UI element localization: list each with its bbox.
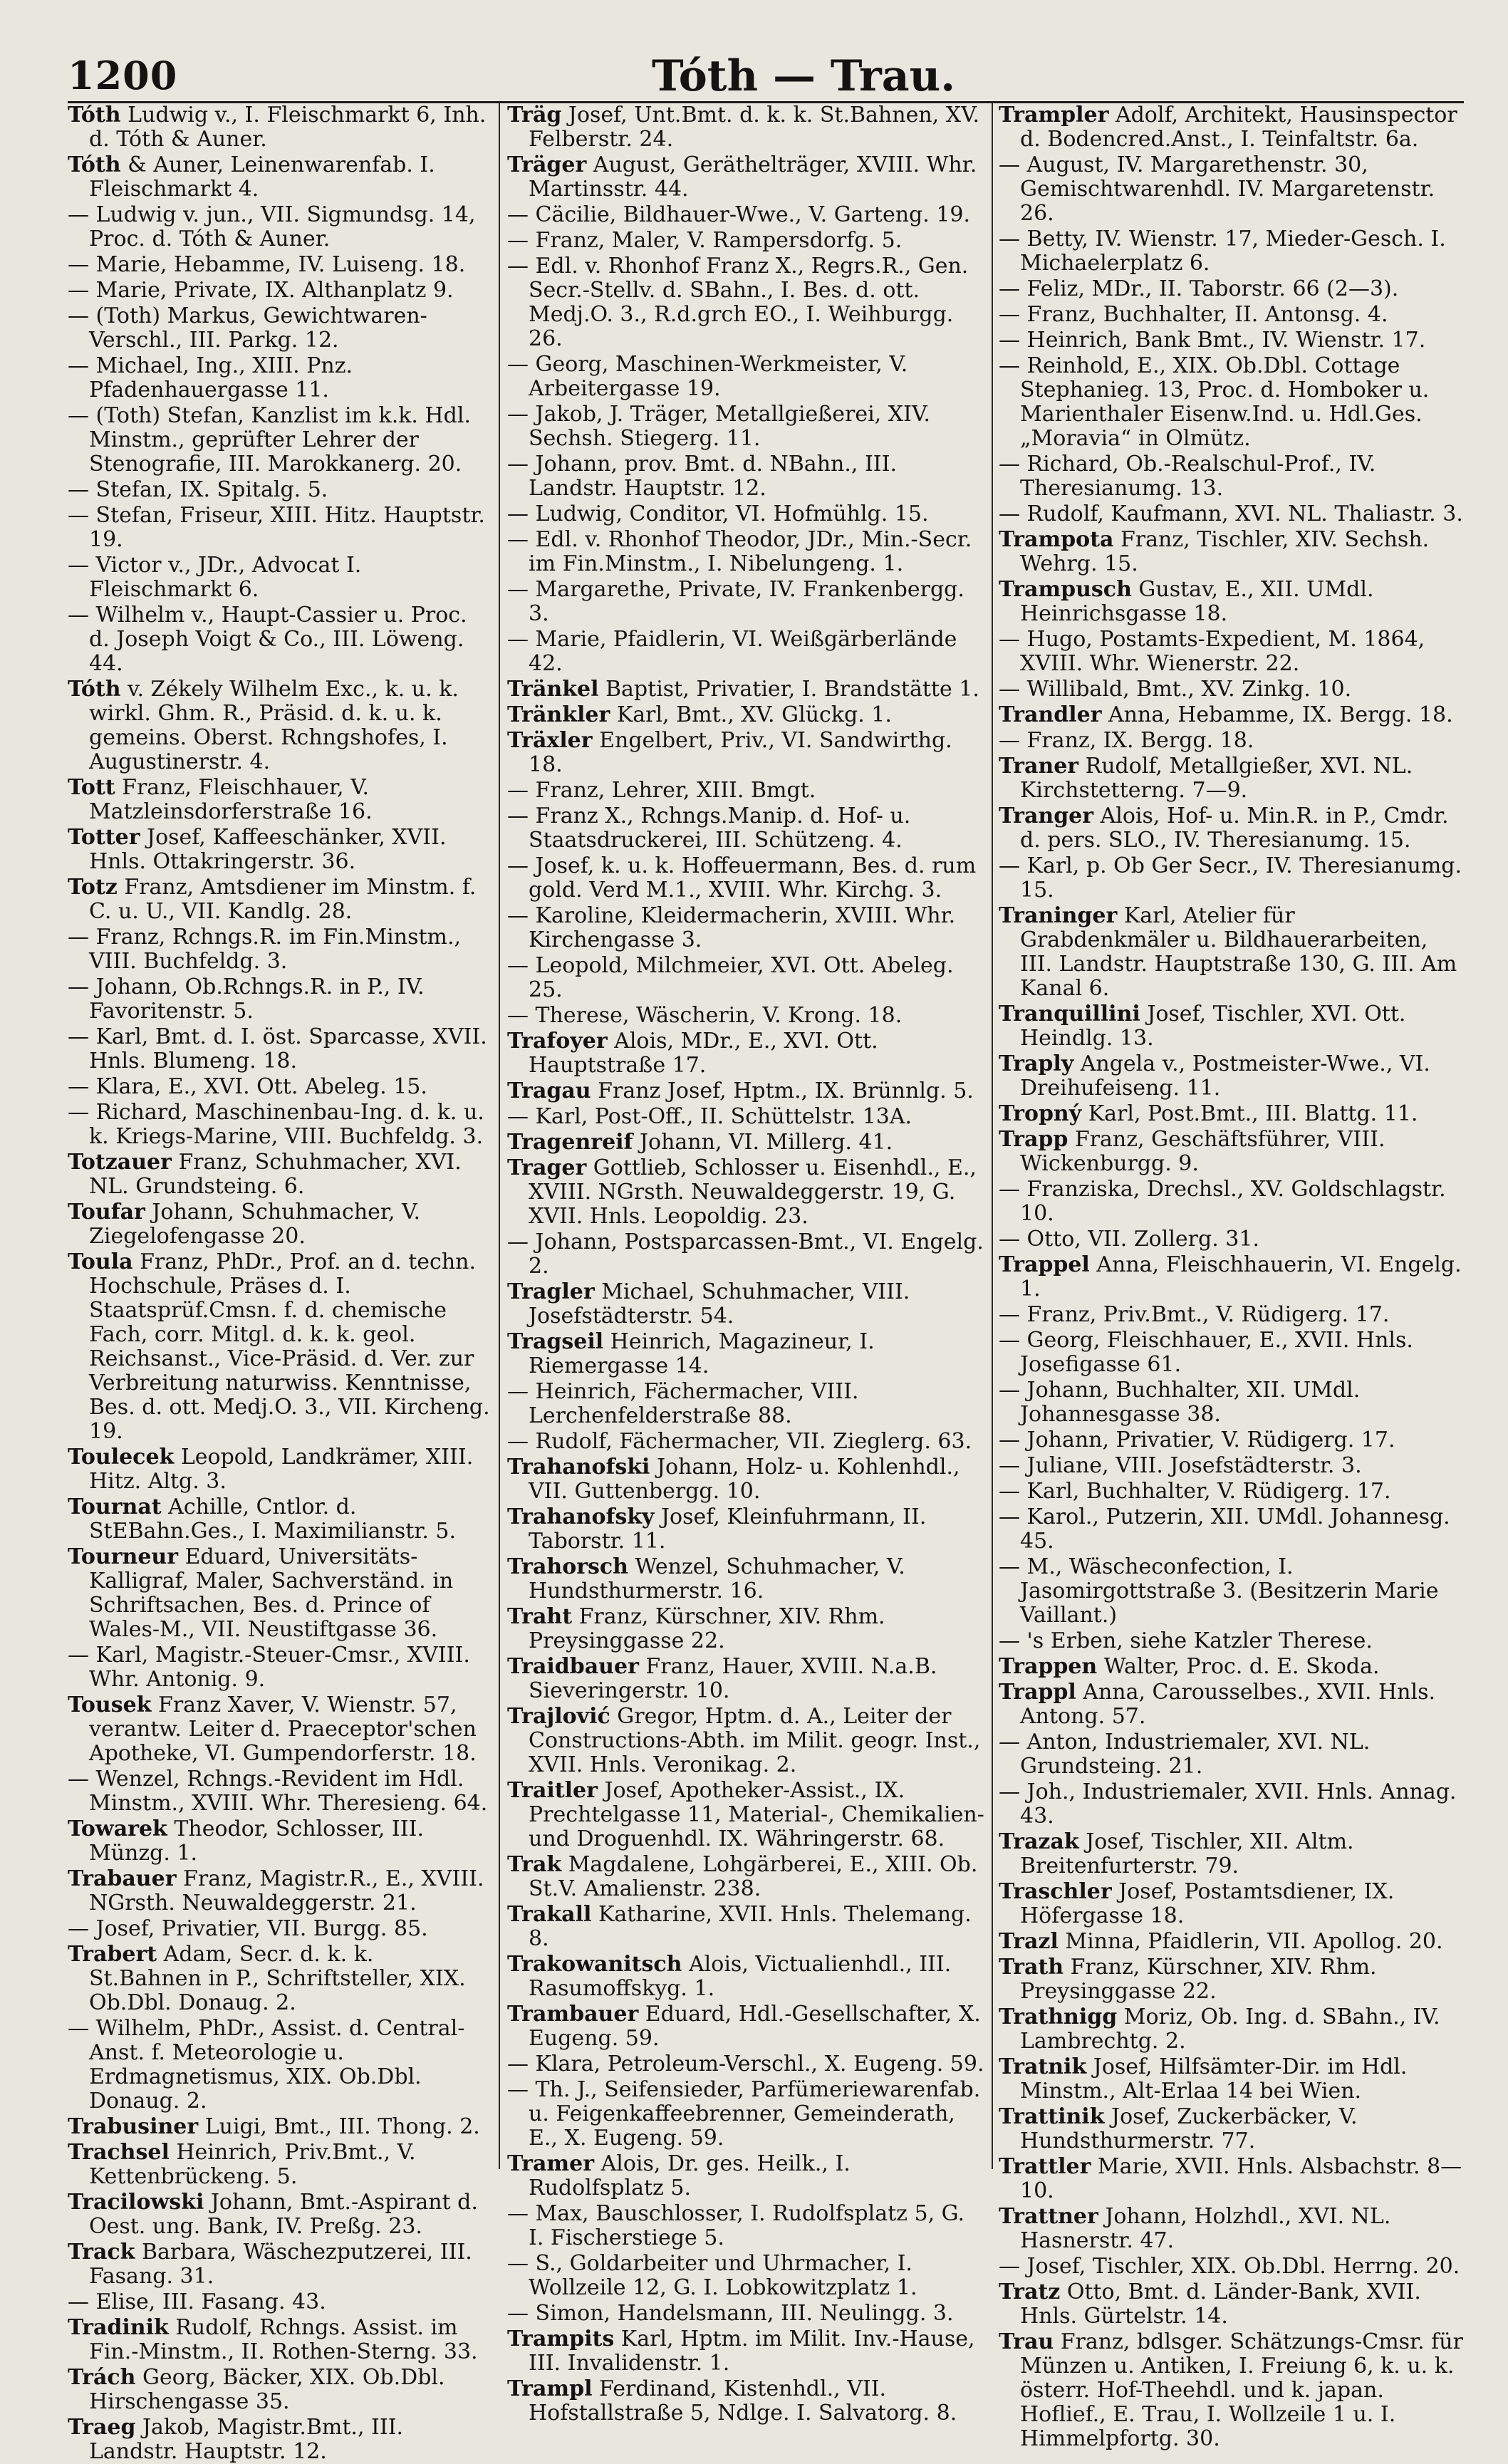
directory-entry: — Karl, p. Ob Ger Secr., IV. Theresianumg. 15. [999,853,1462,903]
directory-entry: — Franz, Buchhalter, II. Antonsg. 4. [999,302,1388,327]
directory-entry: — Franz X., Rchngs.Manip. d. Hof- u. Staatsdruckerei, III. Schützeng. 4. [507,804,911,853]
directory-entry: — Otto, VII. Zollerg. 31. [999,1227,1259,1252]
directory-entry: Trabauer Franz, Magistr.R., E., XVIII. NGrsth. Neuwaldeggerstr. 21. [68,1866,484,1915]
directory-entry: — Franz, Priv.Bmt., V. Rüdigerg. 17. [999,1302,1390,1327]
column-divider [499,103,500,2169]
directory-entry: — Hugo, Postamts-Expedient, M. 1864, XVIII. Whr. Wienerstr. 22. [999,627,1425,676]
directory-entry: Trazl Minna, Pfaidlerin, VII. Apollog. 20. [999,1929,1443,1954]
directory-entry: Trazak Josef, Tischler, XII. Altm. Breitenfurterstr. 79. [999,1829,1354,1878]
directory-entry: — Karl, Post-Off., II. Schüttelstr. 13A. [507,1104,912,1129]
directory-entry: Trachsel Heinrich, Priv.Bmt., V. Kettenbrückeng. 5. [68,2140,416,2189]
directory-entry: Tragenreif Johann, VI. Millerg. 41. [507,1130,893,1155]
directory-entry: — Georg, Maschinen-Werkmeister, V. Arbeitergasse 19. [507,352,908,401]
directory-entry: Trampusch Gustav, E., XII. UMdl. Heinrichsgasse 18. [999,577,1374,626]
column-3 [999,103,1465,2451]
directory-entry: — Franziska, Drechsl., XV. Goldschlagstr. 10. [999,1177,1446,1226]
directory-entry: — Margarethe, Private, IV. Frankenbergg. 3. [507,577,964,626]
directory-entry: — M., Wäscheconfection, I. Jasomirgottstraße 3. (Besitzerin Marie Vaillant.) [999,1554,1439,1628]
directory-entry: Tramer Alois, Dr. ges. Heilk., I. Rudolfsplatz 5. [507,2151,851,2200]
directory-entry: Tóth v. Zékely Wilhelm Exc., k. u. k. wirkl. Ghm. R., Präsid. d. k. u. k. gemeins. Oberst. Rchngshofes, I. Augustinerstr. 4. [68,677,459,774]
directory-entry: — Jakob, J. Träger, Metallgießerei, XIV. Sechsh. Stiegerg. 11. [507,402,930,451]
directory-entry: — Karl, Buchhalter, V. Rüdigerg. 17. [999,1479,1391,1504]
directory-entry: Tranquillini Josef, Tischler, XVI. Ott. Heindlg. 13. [999,1002,1406,1051]
directory-entry: — Leopold, Milchmeier, XVI. Ott. Abeleg. 25. [507,953,954,1002]
directory-entry: Tropný Karl, Post.Bmt., III. Blattg. 11. [999,1101,1418,1126]
directory-entry: Trattler Marie, XVII. Hnls. Alsbachstr. 8—10. [999,2154,1462,2203]
directory-entry: Trambauer Eduard, Hdl.-Gesellschafter, X. Eugeng. 59. [507,2002,981,2051]
directory-entry: — Max, Bauschlosser, I. Rudolfsplatz 5, G. I. Fischerstiege 5. [507,2201,965,2250]
directory-entry: Trabert Adam, Secr. d. k. k. St.Bahnen in P., Schriftsteller, XIX. Ob.Dbl. Donaug. 2. [68,1942,466,2015]
directory-entry: — Johann, Postsparcassen-Bmt., VI. Engelg. 2. [507,1230,984,1279]
directory-entry: Toufar Johann, Schuhmacher, V. Ziegelofengasse 20. [68,1200,421,1249]
directory-entry: — Karl, Magistr.-Steuer-Cmsr., XVIII. Whr. Antonig. 9. [68,1643,470,1692]
directory-entry: — Josef, Privatier, VII. Burgg. 85. [68,1916,428,1941]
directory-entry: — Rudolf, Fächermacher, VII. Zieglerg. 63. [507,1429,972,1454]
directory-entry: — Wenzel, Rchngs.-Revident im Hdl. Minstm., XVIII. Whr. Theresieng. 64. [68,1767,488,1816]
directory-entry: — Marie, Pfaidlerin, VI. Weißgärberlände 42. [507,627,957,676]
directory-entry: — Franz, Rchngs.R. im Fin.Minstm., VIII. Buchfeldg. 3. [68,925,462,974]
directory-entry: Traeg Jakob, Magistr.Bmt., III. Landstr. Hauptstr. 12. [68,2415,404,2464]
directory-entry: — Therese, Wäscherin, V. Krong. 18. [507,1003,903,1028]
directory-entry: — Wilhelm, PhDr., Assist. d. Central-Anst. f. Meteorologie u. Erdmagnetismus, XIX. Ob.Dbl. Donaug. 2. [68,2016,465,2114]
directory-entry: Trandler Anna, Hebamme, IX. Bergg. 18. [999,702,1453,727]
page-number: 1200 [68,53,178,98]
running-head: Tóth — Trau. [652,51,956,101]
directory-entry: Tränkel Baptist, Privatier, I. Brandstätte 1. [507,677,979,702]
directory-entry: Tousek Franz Xaver, V. Wienstr. 57, verantw. Leiter d. Praeceptor'schen Apotheke, VI. Gumpendorferstr. 18. [68,1693,477,1766]
directory-entry: Trafoyer Alois, MDr., E., XVI. Ott. Hauptstraße 17. [507,1029,878,1078]
directory-entry: Traitler Josef, Apotheker-Assist., IX. Prechtelgasse 11, Material-, Chemikalien- und Droguenhdl. IX. Währingerstr. 68. [507,1778,984,1851]
directory-entry: Totz Franz, Amtsdiener im Minstm. f. C. u. U., VII. Kandlg. 28. [68,875,477,924]
directory-entry: — Georg, Fleischhauer, E., XVII. Hnls. Josefigasse 61. [999,1328,1413,1377]
directory-entry: — Th. J., Seifensieder, Parfümeriewarenfab. u. Feigenkaffeebrenner, Gemeinderath, E., X. Eugeng. 59. [507,2077,981,2151]
directory-entry: — Feliz, MDr., II. Taborstr. 66 (2—3). [999,276,1399,301]
page-header [68,44,1464,101]
directory-entry: — Johann, Privatier, V. Rüdigerg. 17. [999,1428,1395,1452]
directory-entry: Traht Franz, Kürschner, XIV. Rhm. Preysinggasse 22. [507,1604,885,1653]
directory-entry: Totter Josef, Kaffeeschänker, XVII. Hnls. Ottakringerstr. 36. [68,825,447,874]
directory-entry: Tratz Otto, Bmt. d. Länder-Bank, XVII. Hnls. Gürtelstr. 14. [999,2280,1421,2329]
directory-entry: — (Toth) Stefan, Kanzlist im k.k. Hdl. Minstm., geprüfter Lehrer der Stenografie, III. Marokkanerg. 20. [68,403,471,477]
directory-entry: — Elise, III. Fasang. 43. [68,2289,326,2314]
directory-entry: — Edl. v. Rhonhof Franz X., Regrs.R., Gen. Secr.-Stellv. d. SBahn., I. Bes. d. ott. Medj.O. 3., R.d.grch EO., I. Weihburgg. 26. [507,254,969,351]
directory-entry: Traidbauer Franz, Hauer, XVIII. N.a.B. Sieveringerstr. 10. [507,1654,937,1703]
directory-entry: — Ludwig v. jun., VII. Sigmundsg. 14, Proc. d. Tóth & Auner. [68,202,476,251]
directory-entry: — Heinrich, Fächermacher, VIII. Lerchenfelderstraße 88. [507,1379,859,1428]
directory-entry: — Karoline, Kleidermacherin, XVIII. Whr. Kirchengasse 3. [507,903,956,952]
directory-entry: — Marie, Hebamme, IV. Luiseng. 18. [68,252,466,277]
directory-entry: — Juliane, VIII. Josefstädterstr. 3. [999,1453,1362,1478]
directory-entry: — Anton, Industriemaler, XVI. NL. Grundsteing. 21. [999,1730,1371,1779]
directory-entry: Traner Rudolf, Metallgießer, XVI. NL. Kirchstetterng. 7—9. [999,754,1413,803]
directory-entry: Trappl Anna, Carousselbes., XVII. Hnls. Antong. 57. [999,1680,1436,1729]
column-2 [507,103,985,2426]
directory-entry: — Klara, Petroleum-Verschl., X. Eugeng. 59. [507,2052,984,2076]
directory-entry: Trathnigg Moriz, Ob. Ing. d. SBahn., IV. Lambrechtg. 2. [999,2005,1440,2054]
directory-entry: Trakall Katharine, XVII. Hnls. Thelemang. 8. [507,1902,972,1951]
directory-entry: — Johann, Buchhalter, XII. UMdl. Johannesgasse 38. [999,1378,1361,1427]
directory-entry: Tourneur Eduard, Universitäts-Kalligraf, Maler, Sachverständ. in Schriftsachen, Bes. d. Prince of Wales-M., VII. Neustiftgasse 36. [68,1544,454,1642]
directory-entry: Tranger Alois, Hof- u. Min.R. in P., Cmdr. d. pers. SLO., IV. Theresianumg. 15. [999,804,1449,853]
directory-entry: Trampl Ferdinand, Kistenhdl., VII. Hofstallstraße 5, Ndlge. I. Salvatorg. 8. [507,2376,957,2426]
directory-entry: Trampota Franz, Tischler, XIV. Sechsh. Wehrg. 15. [999,527,1430,576]
directory-entry: — August, IV. Margarethenstr. 30, Gemischtwarenhdl. IV. Margaretenstr. 26. [999,152,1435,226]
directory-entry: — S., Goldarbeiter und Uhrmacher, I. Wollzeile 12, G. I. Lobkowitzplatz 1. [507,2251,917,2300]
directory-entry: Tränkler Karl, Bmt., XV. Glückg. 1. [507,702,892,727]
directory-entry: — 's Erben, siehe Katzler Therese. [999,1628,1373,1653]
directory-entry: — Josef, Tischler, XIX. Ob.Dbl. Herrng. 20. [999,2254,1460,2279]
directory-entry: — Klara, E., XVI. Ott. Abeleg. 15. [68,1074,427,1099]
directory-entry: — Willibald, Bmt., XV. Zinkg. 10. [999,677,1352,702]
directory-entry: Tragler Michael, Schuhmacher, VIII. Josefstädterstr. 54. [507,1279,910,1329]
directory-entry: — Wilhelm v., Haupt-Cassier u. Proc. d. Joseph Voigt & Co., III. Löweng. 44. [68,603,467,676]
directory-entry: — Karol., Putzerin, XII. UMdl. Johannesg. 45. [999,1504,1450,1554]
directory-entry: Track Barbara, Wäschezputzerei, III. Fasang. 31. [68,2240,472,2289]
directory-entry: — Joh., Industriemaler, XVII. Hnls. Annag. 43. [999,1779,1457,1829]
directory-entry: Trahanofski Johann, Holz- u. Kohlenhdl., VII. Guttenbergg. 10. [507,1455,960,1504]
directory-entry: Tóth & Auner, Leinenwarenfab. I. Fleischmarkt 4. [68,152,435,202]
directory-entry: Träg Josef, Unt.Bmt. d. k. k. St.Bahnen, XV. Felberstr. 24. [507,103,980,152]
directory-entry: Trappen Walter, Proc. d. E. Skoda. [999,1654,1380,1679]
directory-entry: Trath Franz, Kürschner, XIV. Rhm. Preysinggasse 22. [999,1955,1377,2004]
directory-entry: Trajlović Gregor, Hptm. d. A., Leiter der Constructions-Abth. im Milit. geogr. Inst., XVII. Hnls. Veronikag. 2. [507,1704,981,1777]
directory-entry: Tóth Ludwig v., I. Fleischmarkt 6, Inh. d. Tóth & Auner. [68,103,487,152]
directory-entry: — Heinrich, Bank Bmt., IV. Wienstr. 17. [999,328,1426,353]
directory-entry: — Simon, Handelsmann, III. Neulingg. 3. [507,2301,954,2326]
directory-entry: Tragau Franz Josef, Hptm., IX. Brünnlg. 5. [507,1078,974,1103]
directory-entry: Tratnik Josef, Hilfsämter-Dir. im Hdl. Minstm., Alt-Erlaa 14 bei Wien. [999,2054,1408,2104]
directory-entry: Trau Franz, bdlsger. Schätzungs-Cmsr. für Münzen u. Antiken, I. Freiung 6, k. u. k. österr. Hof-Theehdl. und k. japan. Hoflief., E. Trau, I. Wollzeile 1 u. I. Himmelpfortg. 30. [999,2329,1463,2451]
directory-entry: — Edl. v. Rhonhof Theodor, JDr., Min.-Secr. im Fin.Minstm., I. Nibelungeng. 1. [507,527,972,576]
directory-entry: Tott Franz, Fleischhauer, V. Matzleinsdorferstraße 16. [68,775,373,824]
directory-entry: — Karl, Bmt. d. I. öst. Sparcasse, XVII. Hnls. Blumeng. 18. [68,1024,487,1074]
directory-entry: Trattner Johann, Holzhdl., XVI. NL. Hasnerstr. 47. [999,2204,1391,2253]
directory-entry: Traply Angela v., Postmeister-Wwe., VI. Dreihufeiseng. 11. [999,1051,1430,1101]
directory-entry: — Johann, prov. Bmt. d. NBahn., III. Landstr. Hauptstr. 12. [507,452,898,501]
directory-entry: Trách Georg, Bäcker, XIX. Ob.Dbl. Hirschengasse 35. [68,2365,445,2414]
directory-entry: — Michael, Ing., XIII. Pnz. Pfadenhauergasse 11. [68,353,353,402]
directory-entry: Trampler Adolf, Architekt, Hausinspector d. Bodencred.Anst., I. Teinfaltstr. 6a. [999,103,1457,152]
directory-entry: — Franz, IX. Bergg. 18. [999,728,1254,753]
directory-entry: Trapp Franz, Geschäftsführer, VIII. Wickenburgg. 9. [999,1127,1385,1176]
directory-entry: Trattinik Josef, Zuckerbäcker, V. Hundsthurmerstr. 77. [999,2104,1358,2153]
directory-entry: Trappel Anna, Fleischhauerin, VI. Engelg. 1. [999,1252,1462,1301]
directory-entry: Trak Magdalene, Lohgärberei, E., XIII. Ob. St.V. Amalienstr. 238. [507,1852,978,1901]
directory-entry: Trabusiner Luigi, Bmt., III. Thong. 2. [68,2114,480,2139]
directory-entry: — Stefan, Friseur, XIII. Hitz. Hauptstr. 19. [68,503,485,552]
directory-entry: Träger August, Geräthelträger, XVIII. Whr. Martinsstr. 44. [507,152,977,202]
directory-entry: Toulecek Leopold, Landkrämer, XIII. Hitz. Altg. 3. [68,1445,474,1494]
directory-entry: — Josef, k. u. k. Hoffeuermann, Bes. d. rum gold. Verd M.1., XVIII. Whr. Kirchg. 3. [507,853,977,903]
directory-entry: Trager Gottlieb, Schlosser u. Eisenhdl., E., XVIII. NGrsth. Neuwaldeggerstr. 19, G. XVII. Hnls. Leopoldig. 23. [507,1155,977,1229]
directory-entry: Totzauer Franz, Schuhmacher, XVI. NL. Grundsteing. 6. [68,1150,462,1199]
directory-entry: — Franz, Maler, V. Rampersdorfg. 5. [507,228,903,253]
directory-entry: Tournat Achille, Cntlor. d. StEBahn.Ges., I. Maximilianstr. 5. [68,1494,457,1544]
directory-entry: Trakowanitsch Alois, Victualienhdl., III. Rasumoffskyg. 1. [507,1952,952,2001]
directory-entry: — Richard, Ob.-Realschul-Prof., IV. Theresianumg. 13. [999,452,1376,501]
directory-entry: — Stefan, IX. Spitalg. 5. [68,477,328,502]
directory-entry: — Reinhold, E., XIX. Ob.Dbl. Cottage Stephanieg. 13, Proc. d. Homboker u. Marienthaler Eisenw.Ind. u. Hdl.Ges. „Moravia“ in Olmütz. [999,353,1430,451]
directory-entry: — Johann, Ob.Rchngs.R. in P., IV. Favoritenstr. 5. [68,974,425,1024]
directory-entry: Trahanofsky Josef, Kleinfuhrmann, II. Taborstr. 11. [507,1504,927,1554]
directory-entry: — Rudolf, Kaufmann, XVI. NL. Thaliastr. 3. [999,501,1463,526]
directory-entry: Tradinik Rudolf, Rchngs. Assist. im Fin.-Minstm., II. Rothen-Sterng. 33. [68,2315,478,2364]
directory-entry: Trahorsch Wenzel, Schuhmacher, V. Hundsthurmerstr. 16. [507,1554,905,1603]
directory-entry: — Marie, Private, IX. Althanplatz 9. [68,278,454,303]
directory-entry: Tracilowski Johann, Bmt.-Aspirant d. Oest. ung. Bank, IV. Preßg. 23. [68,2190,478,2239]
directory-entry: — Betty, IV. Wienstr. 17, Mieder-Gesch. I. Michaelerplatz 6. [999,227,1446,276]
directory-entry: Traninger Karl, Atelier für Grabdenkmäler u. Bildhauerarbeiten, III. Landstr. Hauptstraße 130, G. III. Am Kanal 6. [999,903,1457,1001]
directory-entry: Tragseil Heinrich, Magazineur, I. Riemergasse 14. [507,1329,875,1378]
directory-entry: Trampits Karl, Hptm. im Milit. Inv.-Hause, III. Invalidenstr. 1. [507,2327,975,2376]
directory-entry: Towarek Theodor, Schlosser, III. Münzg. 1. [68,1816,424,1866]
directory-entry: Träxler Engelbert, Priv., VI. Sandwirthg. 18. [507,728,952,777]
directory-entry: — Cäcilie, Bildhauer-Wwe., V. Garteng. 19. [507,202,971,227]
directory-entry: Traschler Josef, Postamtsdiener, IX. Höfergasse 18. [999,1879,1395,1928]
directory-entry: — Franz, Lehrer, XIII. Bmgt. [507,778,816,803]
directory-entry: Toula Franz, PhDr., Prof. an d. techn. Hochschule, Präses d. I. Staatsprüf.Cmsn. f. d. chemische Fach, corr. Mitgl. d. k. k. geol. Reichsanst., Vice-Präsid. d. Ver. zur Verbreitung naturwiss. Kenntnisse, Bes. d. ott. Medj.O. 3., VII. Kircheng. 19. [68,1249,490,1444]
directory-entry: — Richard, Maschinenbau-Ing. d. k. u. k. Kriegs-Marine, VIII. Buchfeldg. 3. [68,1100,484,1149]
directory-entry: — Ludwig, Conditor, VI. Hofmühlg. 15. [507,501,929,526]
directory-entry: — (Toth) Markus, Gewichtwaren-Verschl., III. Parkg. 12. [68,303,427,353]
column-divider [992,103,993,2169]
directory-entry: — Victor v., JDr., Advocat I. Fleischmarkt 6. [68,553,362,602]
column-1 [68,103,490,2464]
